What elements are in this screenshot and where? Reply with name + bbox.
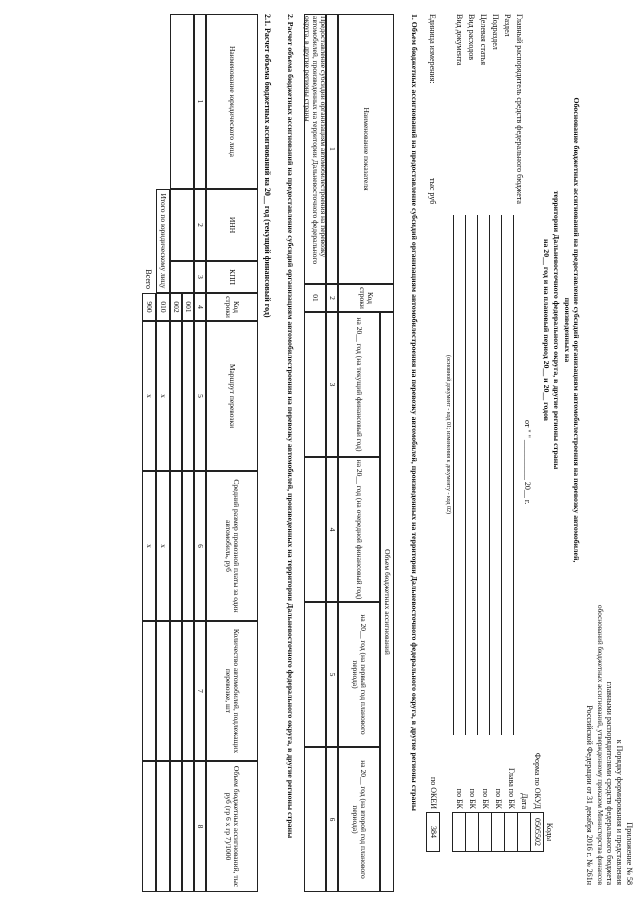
s2-head-avg-fee: Средний размер провозной платы за один автомобиль, руб	[206, 471, 258, 621]
doc-type-note: (основной документ - код 01; изменения к документу - код 02)	[445, 355, 451, 514]
s2-total-entity-volume[interactable]	[156, 761, 170, 892]
s2-row-route-1[interactable]	[182, 321, 194, 471]
form-date: от " " __________ 20__ г.	[523, 420, 532, 505]
s1-head-col-current: на 20__ год (на текущий финансовый год)	[338, 312, 380, 457]
code-label-bk-4: по БК	[455, 788, 464, 809]
s2-row-volume-2[interactable]	[170, 761, 182, 892]
field-ministry: Главный распорядитель средств федерального бюджета	[515, 14, 524, 204]
s1-row-val-2[interactable]	[304, 457, 326, 602]
s1-num-2: 2	[326, 284, 338, 312]
s1-head-group: Объем бюджетных ассигнований	[380, 312, 394, 892]
s1-head-col-plan2: на 20__ год (на второй год планового периода)	[338, 747, 380, 892]
s2-head-entity: Наименование юридического лица	[206, 14, 258, 189]
code-label-date: Дата	[520, 793, 529, 809]
s1-row-val-1[interactable]	[304, 312, 326, 457]
s2-num-4: 4	[194, 293, 206, 321]
code-label-glava: Глава по БК	[507, 768, 516, 809]
s1-head-code: Код строки	[338, 284, 394, 312]
appendix-line-1: Приложение № 58	[625, 822, 634, 885]
s2-num-2: 2	[194, 189, 206, 261]
s2-num-1: 1	[194, 14, 206, 189]
s1-head-col-next: на 20__ год (на очередной финансовый год)	[338, 457, 380, 602]
form-title-line-1: Обоснование бюджетных ассигнований на предоставление субсидий организациям автомобилестроения на перевозку автомобилей, произведенных на	[563, 97, 581, 563]
form-title-line-2: территории Дальневосточного федерального округа, в другие регионы страны	[552, 190, 561, 470]
s1-num-5: 5	[326, 602, 338, 747]
s2-row-count-1[interactable]	[182, 621, 194, 761]
s2-total-count[interactable]	[142, 621, 156, 761]
section-2-1-title: 2.1. Расчет объема бюджетных ассигнований на 20__ год (текущий финансовый год)	[263, 14, 272, 318]
s1-num-4: 4	[326, 457, 338, 602]
s2-total-entity-x-2: x	[156, 471, 170, 621]
s1-head-name: Наименование показателя	[338, 14, 394, 284]
s2-row-fee-1[interactable]	[182, 471, 194, 621]
s1-row-val-4[interactable]	[304, 747, 326, 892]
s1-num-1: 1	[326, 14, 338, 284]
s2-total-x-1: x	[142, 321, 156, 471]
s2-total-entity-label: Итого по юридическому лицу	[156, 189, 170, 293]
s1-row-code: 01	[304, 284, 326, 312]
s2-num-7: 7	[194, 621, 206, 761]
field-section: Раздел	[503, 14, 512, 37]
s2-total-entity-count[interactable]	[156, 621, 170, 761]
code-value-okud: 0505502	[533, 818, 542, 846]
okei-value: 384	[429, 826, 438, 838]
s1-num-6: 6	[326, 747, 338, 892]
s2-row-count-2[interactable]	[170, 621, 182, 761]
s2-head-volume: Объем бюджетных ассигнований, тыс руб (гр 6 x гр 7)/1000	[206, 761, 258, 892]
field-expense-type: Вид расходов	[467, 14, 476, 60]
codes-header: Коды	[545, 822, 554, 842]
s2-head-code: Код строки	[206, 293, 258, 321]
s2-row-code-2: 002	[170, 293, 182, 321]
s2-num-8: 8	[194, 761, 206, 892]
s1-row-text: Предоставление субсидий организациям автомобилестроения на перевозку автомобилей, произведенных на территории Дальневосточного федерального округа, в другие регионы страны	[304, 14, 326, 284]
field-subsection: Подраздел	[491, 14, 500, 50]
appendix-line-5: Российской Федерации от 31 декабря 2016 г. № 261н	[585, 705, 594, 885]
section-2-title: 2. Расчет объема бюджетных ассигнований на предоставление субсидий организациям автомобилестроения на перевозку автомобилей, произведенных на территории Дальневосточного федерального округа, в другие регионы страны	[286, 14, 295, 839]
field-doc-type: Вид документа	[455, 14, 464, 66]
s2-num-5: 5	[194, 321, 206, 471]
s2-row-kpp[interactable]	[170, 261, 194, 293]
appendix-line-2: к Порядку формирования и представления	[615, 739, 624, 885]
s2-total-label: Всего	[144, 269, 153, 289]
s2-row-code-1: 001	[182, 293, 194, 321]
okei-label: по ОКЕИ	[429, 776, 438, 809]
field-target-article: Целевая статья	[479, 14, 488, 66]
s2-head-route: Маршрут перевозки	[206, 321, 258, 471]
code-label-okud: Форма по ОКУД	[533, 752, 542, 809]
s2-row-inn[interactable]	[170, 189, 194, 261]
s2-head-count: Количество автомобилей, подлежащих перевозке, шт	[206, 621, 258, 761]
form-title-line-3: на 20__ год и на плановый период 20__ и 20__ годов	[542, 238, 551, 422]
s2-total-entity-code: 010	[156, 293, 170, 321]
s2-total-entity-x-1: x	[156, 321, 170, 471]
s1-num-3: 3	[326, 312, 338, 457]
s1-row-val-3[interactable]	[304, 602, 326, 747]
s2-num-3: 3	[194, 261, 206, 293]
s2-row-volume-1[interactable]	[182, 761, 194, 892]
code-label-bk-2: по БК	[481, 788, 490, 809]
unit-label: Единица измерения:	[428, 14, 437, 84]
s2-head-inn: ИНН	[206, 189, 258, 261]
s2-total-volume[interactable]	[142, 761, 156, 892]
s2-row-fee-2[interactable]	[170, 471, 182, 621]
s2-total-x-2: x	[142, 471, 156, 621]
s2-num-6: 6	[194, 471, 206, 621]
s1-head-col-plan1: на 20__ год (на первый год планового периода)	[338, 602, 380, 747]
appendix-line-3: главными распорядителями средств федерального бюджета	[605, 681, 614, 885]
unit-value: тыс руб	[428, 178, 437, 205]
appendix-line-4: обоснований бюджетных ассигнований, утвержденному приказом Министерства финансов	[596, 605, 604, 885]
s2-row-route-2[interactable]	[170, 321, 182, 471]
s2-head-kpp: КПП	[206, 261, 258, 293]
code-label-bk-1: по БК	[494, 788, 503, 809]
s2-total-code: 900	[142, 293, 156, 321]
section-1-title: 1. Объем бюджетных ассигнований на предоставление субсидий организациям автомобилестроения на перевозку автомобилей, произведенных на территории Дальневосточного федерального округа, в другие регионы страны	[410, 14, 419, 811]
s2-row-entity[interactable]	[170, 14, 194, 189]
code-label-bk-3: по БК	[468, 788, 477, 809]
